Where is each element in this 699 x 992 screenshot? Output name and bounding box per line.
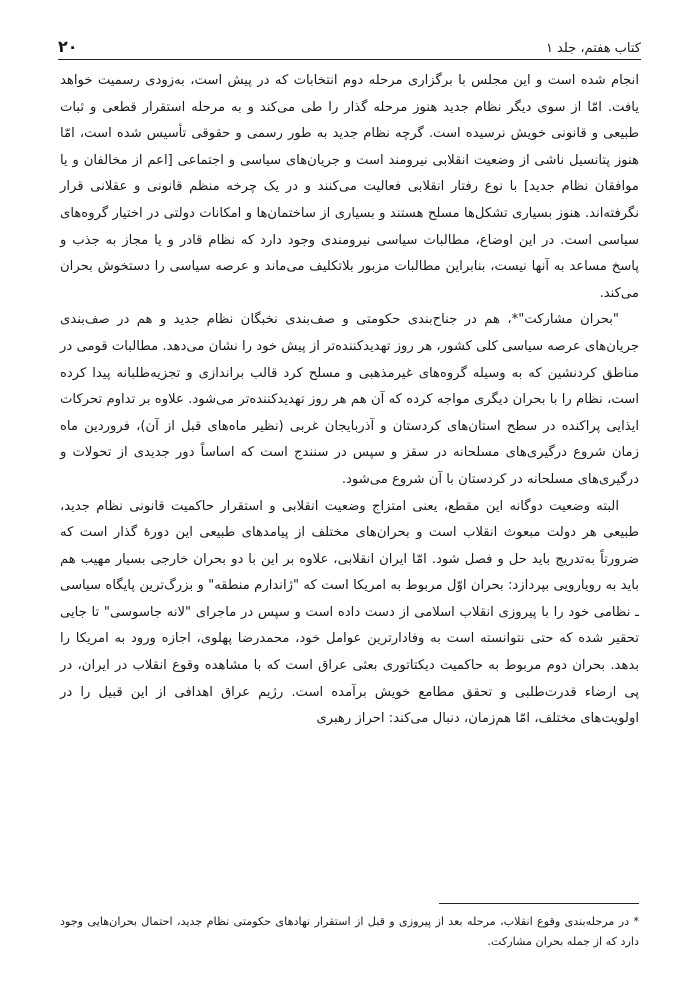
running-header	[58, 30, 641, 60]
body-text	[60, 68, 639, 733]
page-number: ۲۰	[58, 37, 78, 56]
paragraph: انجام شده است و این مجلس با برگزاری مرحله دوم انتخابات که در پیش است، به‌زودی رسمیت خواهد یافت. امّا از سوی دیگر نظام جدید هنوز مرحله گذار را طی می‌کند و به مرحله استقرار قطعی و ثبات طبیعی و قانونی خویش نرسیده است. گرچه نظام جدید به طور رسمی و حقوقی تأسیس شده است، امّا هنوز پتانسیل ناشی از وضعیت انقلابی نیرومند است و جریان‌های سیاسی و اجتماعی [اعم از مخالفان و یا موافقان نظام جدید] با نوع رفتار انقلابی فعالیت می‌کنند و در یک چرخه منظم قانونی و عقلانی قرار نگرفته‌اند. هنوز بسیاری تشکل‌ها مسلح هستند و بسیاری از ساختمان‌ها و امکانات دولتی در اختیار گروه‌های سیاسی است. در این اوضاع، مطالبات سیاسی نیرومندی وجود دارد که نظام قادر و یا مجاز به جذب و پاسخ مساعد به آنها نیست، بنابراین مطالبات مزبور بلاتکلیف می‌ماند و عرصه سیاسی را دستخوش بحران می‌کند.	[60, 73, 639, 301]
book-title: کتاب هفتم، جلد ۱	[545, 41, 641, 56]
footnote: * در مرحله‌بندی وقوع انقلاب، مرحله بعد از پیروزی و قبل از استقرار نهادهای حکومتی نظام جدید، احتمال بحران‌هایی وجود دارد که از جمله بحران مشارکت.	[60, 915, 639, 948]
paragraph: "بحران مشارکت"*، هم در جناح‌بندی حکومتی و صف‌بندی نخبگان نظام جدید و هم در صف‌بندی جریان‌های عرصه سیاسی کلی کشور، هر روز تهدیدکننده‌تر از پیش خود را نشان می‌دهد. مطالبات قومی در مناطق کردنشین که به وسیله گروه‌های غیرمذهبی و مسلح کرد قالب براندازی و تجزیه‌طلبانه پیدا کرده است، نظام را با بحران دیگری مواجه کرده که آن هم هر روز تهدیدکننده‌تر می‌شود. علاوه بر تداوم تحرکات ایذایی پراکنده در سطح استان‌های کردستان و آذربایجان غربی (نظیر ماه‌های قبل از آن)، فروردین ماه زمان شروع درگیری‌های مسلحانه در سقز و سپس در سنندج است که اساساً دور جدیدی از تحولات و درگیری‌های مسلحانه در کردستان با آن شروع می‌شود.	[60, 312, 639, 487]
paragraph: البته وضعیت دوگانه این مقطع، یعنی امتزاج وضعیت انقلابی و استقرار حاکمیت قانونی نظام جدید، طبیعی هر دولت مبعوث انقلاب است و بحران‌های مختلف از پیامدهای طبیعی این دورهٔ گذار است که ضرورتاً به‌تدریج باید حل و فصل شود. امّا ایران انقلابی، علاوه بر این با دو بحران خارجی بسیار مهیب هم باید به رویارویی بپردازد: بحران اوّل مربوط به امریکا است که "ژاندارم منطقه" و بزرگ‌ترین پایگاه سیاسی ـ نظامی خود را با پیروزی انقلاب اسلامی از دست داده است و سپس در ماجرای "لانه جاسوسی" تا جایی تحقیر شده که حتی نتوانسته است به وفادارترین عوامل خود، محمدرضا پهلوی، اجازه ورود به امریکا را بدهد. بحران دوم مربوط به حاکمیت دیکتاتوری بعثی عراق است که با مشاهده وقوع انقلاب در ایران، در پی ارضاء قدرت‌طلبی و تحقق مطامع خویش برآمده است. رژیم عراق اهدافی از این قبیل را در اولویت‌های مختلف، امّا هم‌زمان، دنبال می‌کند: احراز رهبری	[60, 498, 639, 727]
footnote-divider	[439, 903, 639, 904]
